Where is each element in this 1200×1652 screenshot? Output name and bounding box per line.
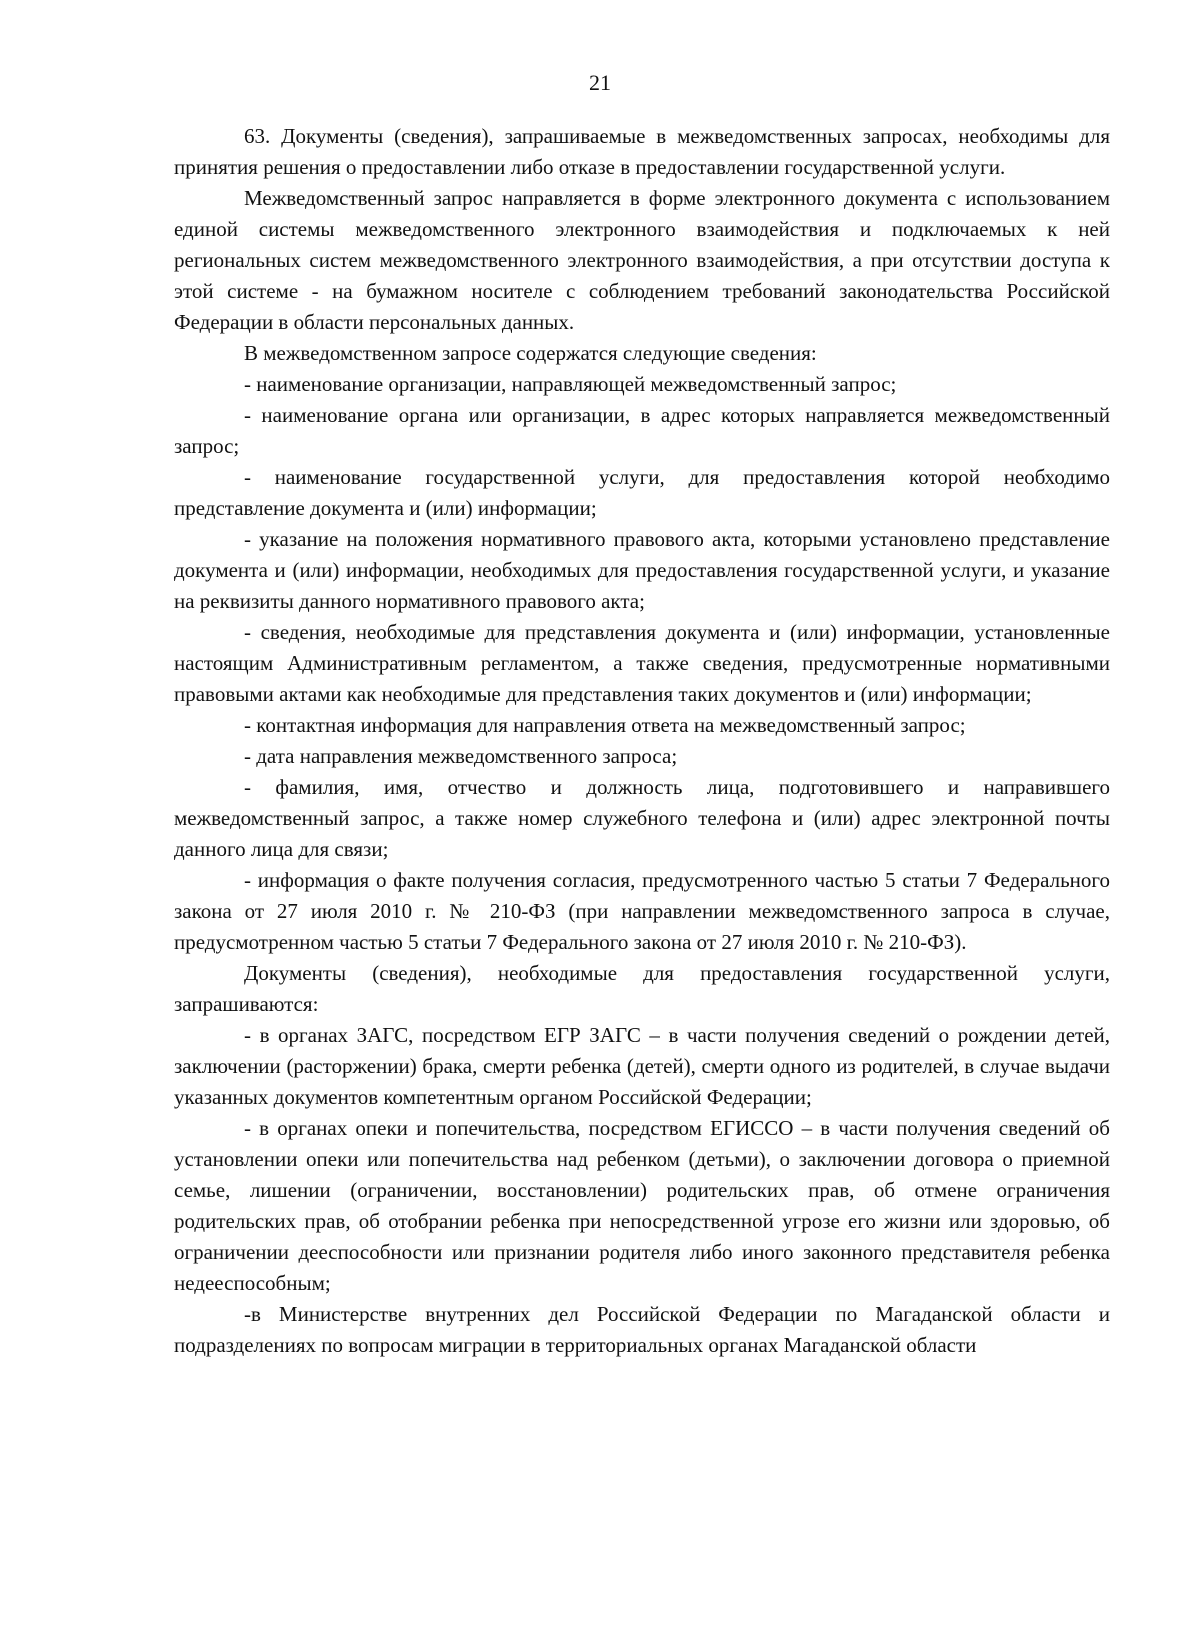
list-item: - наименование организации, направляющей межведомственный запрос; (244, 372, 897, 396)
list-item: - сведения, необходимые для представления документа и (или) информации, установленные настоящим Административным регламентом, а также сведения, предусмотренные нормативными правовыми актами как необходимые для представления таких документов и (или) информации; (174, 620, 1110, 706)
document-body (174, 121, 1110, 1361)
list-item: - информация о факте получения согласия, предусмотренного частью 5 статьи 7 Федерального закона от 27 июля 2010 г. № 210-ФЗ (при направлении межведомственного запроса в случае, предусмотренном частью 5 статьи 7 Федерального закона от 27 июля 2010 г. № 210-ФЗ). (174, 868, 1110, 954)
page-number: 21 (589, 70, 611, 95)
list-item: - наименование государственной услуги, для предоставления которой необходимо представление документа и (или) информации; (174, 465, 1110, 520)
paragraph: Межведомственный запрос направляется в форме электронного документа с использованием единой системы межведомственного электронного взаимодействия и подключаемых к ней региональных систем межведомственного электронного взаимодействия, а при отсутствии доступа к этой системе - на бумажном носителе с соблюдением требований законодательства Российской Федерации в области персональных данных. (174, 186, 1110, 334)
list-item: -в Министерстве внутренних дел Российской Федерации по Магаданской области и подразделениях по вопросам миграции в территориальных органах Магаданской области (174, 1302, 1110, 1357)
list-item: - фамилия, имя, отчество и должность лица, подготовившего и направившего межведомственный запрос, а также номер служебного телефона и (или) адрес электронной почты данного лица для связи; (174, 775, 1110, 861)
list-item: - в органах опеки и попечительства, посредством ЕГИССО – в части получения сведений об установлении опеки или попечительства над ребенком (детьми), о заключении договора о приемной семье, лишении (ограничении, восстановлении) родительских прав, об отмене ограничения родительских прав, об отобрании ребенка при непосредственной угрозе его жизни или здоровью, об ограничении дееспособности или признании родителя либо иного законного представителя ребенка недееспособным; (174, 1116, 1110, 1295)
paragraph: 63. Документы (сведения), запрашиваемые в межведомственных запросах, необходимы для принятия решения о предоставлении либо отказе в предоставлении государственной услуги. (174, 124, 1110, 179)
paragraph: В межведомственном запросе содержатся следующие сведения: (244, 341, 817, 365)
list-item: - наименование органа или организации, в адрес которых направляется межведомственный запрос; (174, 403, 1110, 458)
list-item: - в органах ЗАГС, посредством ЕГР ЗАГС – в части получения сведений о рождении детей, заключении (расторжении) брака, смерти ребенка (детей), смерти одного из родителей, в случае выдачи указанных документов компетентным органом Российской Федерации; (174, 1023, 1110, 1109)
list-item: - указание на положения нормативного правового акта, которыми установлено представление документа и (или) информации, необходимых для предоставления государственной услуги, и указание на реквизиты данного нормативного правового акта; (174, 527, 1110, 613)
list-item: - контактная информация для направления ответа на межведомственный запрос; (244, 713, 966, 737)
list-item: - дата направления межведомственного запроса; (244, 744, 678, 768)
paragraph: Документы (сведения), необходимые для предоставления государственной услуги, запрашиваются: (174, 961, 1110, 1016)
